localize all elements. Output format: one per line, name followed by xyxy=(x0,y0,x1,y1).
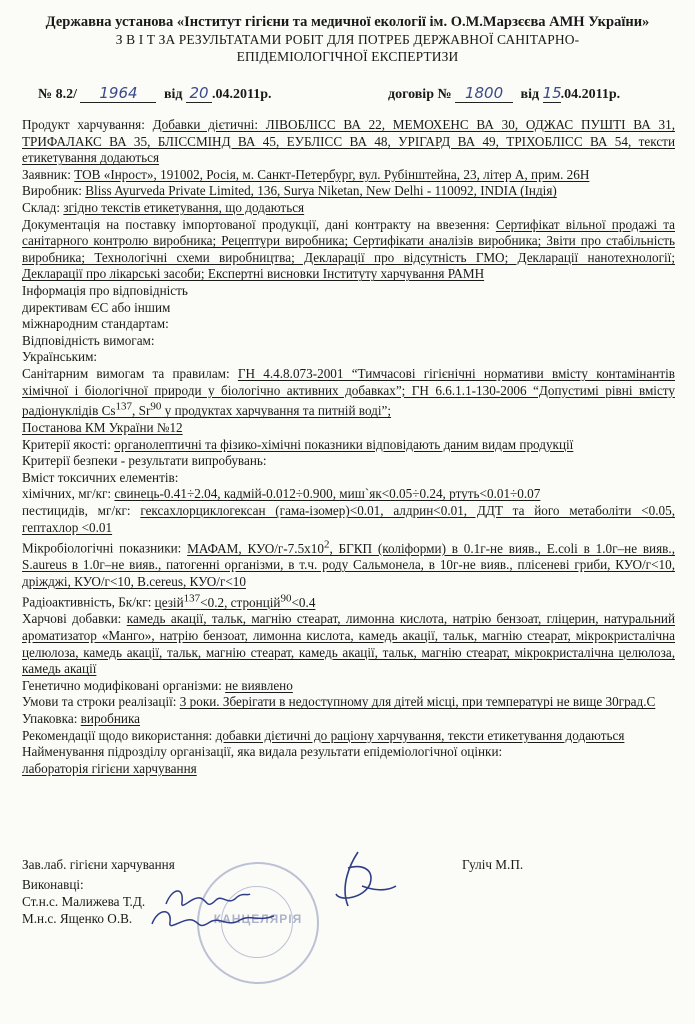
safety-label: Критерії безпеки - результати випробувань: xyxy=(22,453,267,469)
quality-field xyxy=(22,437,675,454)
terms-value: 3 роки. Зберігати в недоступному для дітей місці, при температурі не вище 30град.С xyxy=(179,694,656,710)
composition-label: Склад: xyxy=(22,199,61,215)
microbiology-field xyxy=(22,536,675,590)
gmo-label: Генетично модифіковані організми: xyxy=(22,677,222,693)
composition-value: згідно текстів етикетування, що додаються xyxy=(63,199,305,215)
documentation-field xyxy=(22,217,675,283)
documentation-label: Документація на поставку імпортованої продукції, дані контракту на ввезення: xyxy=(22,216,490,232)
compliance-label: Відповідність вимогам: xyxy=(22,332,155,348)
microbiology-label: Мікробіологічні показники: xyxy=(22,540,182,556)
chemical-field xyxy=(22,486,675,503)
from-label-2: від xyxy=(520,87,540,102)
cs-superscript: 137 xyxy=(115,401,133,414)
applicant-field xyxy=(22,167,675,184)
microbiology-text-a: МАФАМ, КУО/г-7.5х10 xyxy=(187,540,324,556)
eu-info-line2: директивам ЄС або іншим xyxy=(22,299,171,315)
toxic-label: Вміст токсичних елементів: xyxy=(22,469,179,485)
sanitary-field xyxy=(22,366,675,420)
applicant-value: ТОВ «Інрост», 191002, Росія, м. Санкт-Петербург, вул. Рубінштейна, 23, літер А, прим. 26Н xyxy=(74,166,590,182)
terms-field xyxy=(22,694,675,711)
microbiology-text-b: , БГКП (коліформи) в 0.1г-не вияв., E.coli в 1.0г–не вияв., S.aureus в 1.0г–не вияв., патогенні організми, в т.ч. роду Сальмонела, в 10г-не вияв., плісеневі гриби, КУО/г<10, дріжджі, КУО/г<10, B.cereus, КУО/г<10 xyxy=(22,540,676,589)
manufacturer-field xyxy=(22,183,675,200)
cesium-superscript: 137 xyxy=(183,592,201,605)
usage-field xyxy=(22,728,675,745)
usage-value: добавки дієтичні до раціону харчування, тексти етикетування додаються xyxy=(215,727,625,743)
package-field xyxy=(22,711,675,728)
day-handwritten-2: 15 xyxy=(542,84,562,102)
sr-superscript: 90 xyxy=(150,401,162,414)
ukrainian-label: Українським: xyxy=(22,349,98,365)
chemical-label: хімічних, мг/кг: xyxy=(22,486,112,502)
additives-field xyxy=(22,611,675,677)
institution-name: Державна установа «Інститут гігієни та медичної екології ім. О.М.Марзєєва АМН України» xyxy=(45,14,650,30)
composition-field xyxy=(22,200,675,217)
additives-label: Харчові добавки: xyxy=(22,611,122,627)
pesticides-field xyxy=(22,503,675,536)
report-prefix: № 8.2/ xyxy=(38,87,77,102)
package-value: виробника xyxy=(80,710,141,726)
signature-yashchenko xyxy=(148,900,278,936)
strontium-text: <0.2, стронцій xyxy=(200,594,281,610)
terms-label: Умови та строки реалізації: xyxy=(22,694,177,710)
pesticides-label: пестицидів, мг/кг: xyxy=(22,503,131,519)
stamp-text: КАНЦЕЛЯРІЯ xyxy=(213,912,303,926)
radioactivity-label: Радіоактивність, Бк/кг: xyxy=(22,594,152,610)
resolution-value: Постанова КМ України №12 xyxy=(22,420,183,436)
date-suffix-2: .04.2011р. xyxy=(560,87,621,102)
radioactivity-field xyxy=(22,590,675,611)
contract-number-line xyxy=(388,84,620,103)
unit-value: лабораторія гігієни харчування xyxy=(22,760,197,776)
chemical-value: свинець-0.41÷2.04, кадмій-0.012÷0.900, миш`як<0.05÷0.24, ртуть<0.01÷0.07 xyxy=(114,486,541,502)
package-label: Упаковка: xyxy=(22,710,78,726)
strontium-superscript: 90 xyxy=(280,592,292,605)
sanitary-tail: у продуктах харчування та питній воді”; xyxy=(161,403,392,419)
head-signature-scribble xyxy=(300,846,410,926)
unit-label: Найменування підрозділу організації, яка видала результати епідеміологічної оцінки: xyxy=(22,744,503,760)
gmo-field xyxy=(22,678,675,695)
documentation-value: Сертифікат вільної продажі та санітарного контролю виробника; Рецептури виробника; Сертифікати аналізів виробника; Звіти про стабільність виробника; Технологічні схеми виробництва; Декларації про відсутність ГМО; Декларації нанотехнології; Декларації про лікарські засоби; Експертні висновки Інституту харчування РАМН xyxy=(22,216,675,282)
additives-value: камедь акації, тальк, магнію стеарат, лимонна кислота, натрію бензоат, гліцерин, натуральний ароматизатор «Манго», натрію бензоат, лимонна кислота, камедь акації, тальк, магнію стеарат, мікрокристалічна целюлоза, камедь акації, тальк, магнію стеарат, камедь акації, тальк, магнію стеарат, мікрокристалічна целюлоза, камедь акації xyxy=(22,611,676,677)
report-title-line1: З В І Т ЗА РЕЗУЛЬТАТАМИ РОБІТ ДЛЯ ПОТРЕБ ДЕРЖАВНОЇ САНІТАРНО- xyxy=(115,32,580,47)
strontium-value: <0.4 xyxy=(291,594,316,610)
report-number-line xyxy=(38,84,272,103)
product-field xyxy=(22,117,675,167)
sanitary-text: ГН 4.4.8.073-2001 “Тимчасові гігієнічні нормативи вмісту контамінантів хімічної і біологічної природи у біологічно активних добавках”; ГН 6.6.1.1-130-2006 “Допустимі рівні вмісту радіонуклідів Cs xyxy=(22,365,676,419)
applicant-label: Заявник: xyxy=(22,166,71,182)
day-handwritten-1: 20 xyxy=(186,84,212,103)
quality-label: Критерії якості: xyxy=(22,436,111,452)
pesticides-value: гексахлорциклогексан (гама-ізомер)<0.01, алдрин<0.01, ДДТ та його метаболіти <0.05, гептахлор <0.01 xyxy=(22,503,676,535)
product-label: Продукт харчування: xyxy=(22,117,145,132)
contract-number-handwritten: 1800 xyxy=(455,84,513,103)
head-title: Зав.лаб. гігієни харчування xyxy=(22,857,175,872)
gmo-value: не виявлено xyxy=(225,677,293,693)
contract-prefix: договір № xyxy=(388,87,452,102)
manufacturer-label: Виробник: xyxy=(22,183,82,199)
report-number-handwritten: 1964 xyxy=(80,84,156,103)
sr-text: , Sr xyxy=(132,403,151,419)
head-name: Гуліч М.П. xyxy=(462,857,524,872)
eu-info-line1: Інформація про відповідність xyxy=(22,282,188,298)
document-header xyxy=(0,14,695,65)
performer-1: Ст.н.с. Малижева Т.Д. xyxy=(22,894,146,909)
eu-info-line3: міжнародним стандартам: xyxy=(22,316,169,332)
performers-label: Виконавці: xyxy=(22,877,84,892)
sanitary-label: Санітарним вимогам та правилам: xyxy=(22,365,230,381)
performer-2: М.н.с. Ященко О.В. xyxy=(22,911,133,926)
microbiology-superscript: 2 xyxy=(323,538,330,551)
radioactivity-value xyxy=(154,592,316,610)
cesium-text: цезій xyxy=(154,594,184,610)
from-label-1: від xyxy=(163,87,183,102)
usage-label: Рекомендації щодо використання: xyxy=(22,727,213,743)
manufacturer-value: Bliss Ayurveda Private Limited, 136, Surya Niketan, New Delhi - 110092, INDIA (Індія) xyxy=(85,183,557,199)
report-title-line2: ЕПІДЕМІОЛОГІЧНОЇ ЕКСПЕРТИЗИ xyxy=(236,49,459,64)
date-suffix-1: .04.2011р. xyxy=(212,87,272,102)
report-body xyxy=(22,117,675,777)
quality-value: органолептичні та фізико-хімічні показники відповідають даним видам продукції xyxy=(114,436,574,452)
product-value: Добавки дієтичні: ЛІВОБЛІСС ВА 22, МЕМОХЕНС ВА 30, ОДЖАС ПУШТІ ВА 31, ТРИФАЛАКС ВА 35, БЛІССМІНД ВА 45, ЕУБЛІСС ВА 48, УРІГАРД ВА 49, ТРІХОБЛІСС ВА 54, тексти етикетування додаються xyxy=(22,117,675,166)
